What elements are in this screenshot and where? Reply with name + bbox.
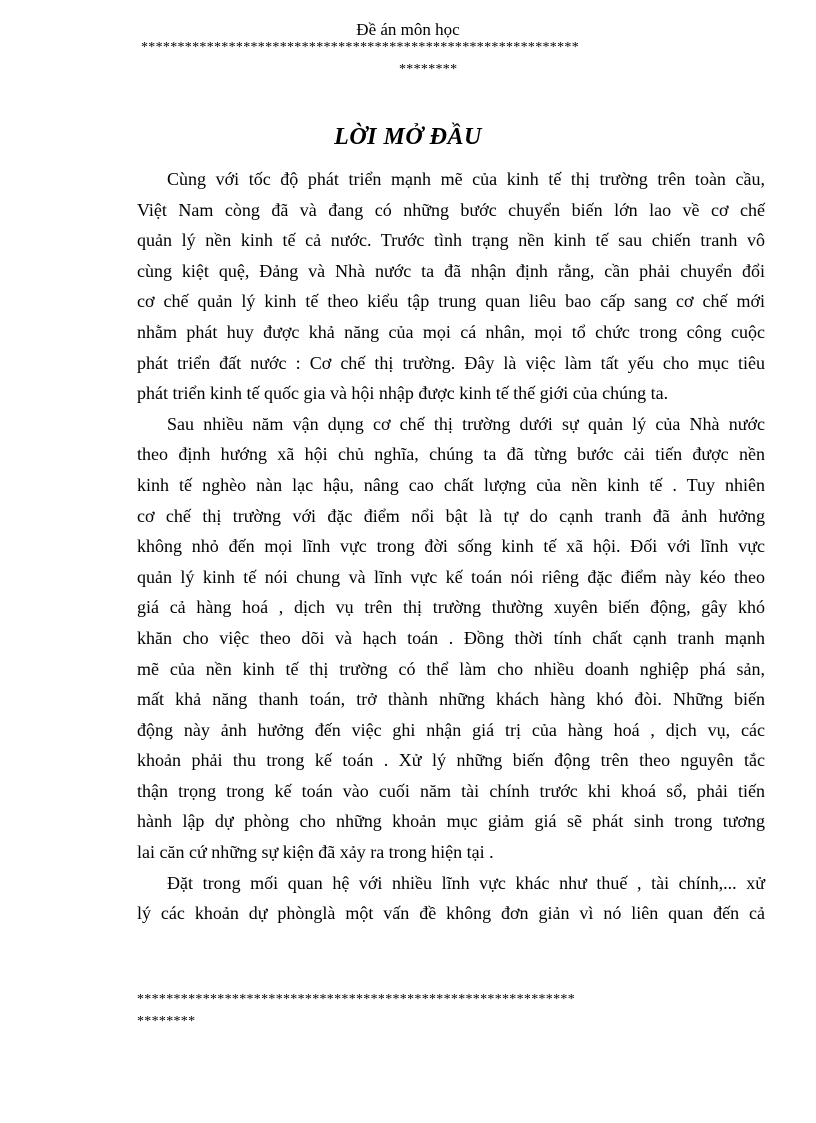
body-line: quản lý nền kinh tế cả nước. Trước tình trạng nền kinh tế sau chiến tranh vô xyxy=(137,230,765,251)
body-line: lý các khoản dự phònglà một vấn đề không đơn giản vì nó liên quan đến cả xyxy=(137,903,765,924)
body-line: Sau nhiều năm vận dụng cơ chế thị trường dưới sự quản lý của Nhà nước xyxy=(167,413,765,434)
body-line: mất khả năng thanh toán, trở thành những khách hàng khó đòi. Những biến xyxy=(137,689,765,710)
body-line: Đặt trong mối quan hệ với nhiều lĩnh vực khác như thuế , tài chính,... xử xyxy=(167,872,765,893)
body-line: cơ chế quản lý kinh tế theo kiểu tập trung quan liêu bao cấp sang cơ chế mới xyxy=(137,291,765,312)
body-line: cùng kiệt quệ, Đảng và Nhà nước ta đã nhận định rằng, cần phải chuyển đổi xyxy=(137,260,765,281)
footer-separator-stars-continued: ******** xyxy=(137,1014,196,1029)
body-line: theo định hướng xã hội chủ nghĩa, chúng ta đã từng bước cải tiến được nền xyxy=(137,444,765,465)
header-separator-stars: ************************************************************ xyxy=(141,40,579,55)
body-line: Việt Nam còng đã và đang có những bước chuyển biến lớn lao về cơ chế xyxy=(137,199,765,220)
body-line: phát triển kinh tế quốc gia và hội nhập được kinh tế thế giới của chúng ta. xyxy=(137,383,669,404)
body-line: cơ chế thị trường với đặc điểm nổi bật là tự do cạnh tranh đã ảnh hưởng xyxy=(137,505,765,526)
body-line: động này ảnh hưởng đến việc ghi nhận giá trị của hàng hoá , dịch vụ, các xyxy=(137,719,765,740)
body-line: kinh tế nghèo nàn lạc hậu, nâng cao chất lượng của nền kinh tế . Tuy nhiên xyxy=(137,474,765,495)
body-line: lai căn cứ những sự kiện đã xảy ra trong hiện tại . xyxy=(137,842,494,863)
body-line: nhằm phát huy được khả năng của mọi cá nhân, mọi tổ chức trong công cuộc xyxy=(137,321,765,342)
body-line: hành lập dự phòng cho những khoản mục giảm giá sẽ phát sinh trong tương xyxy=(137,811,765,832)
body-line: Cùng với tốc độ phát triển mạnh mẽ của kinh tế thị trường trên toàn cầu, xyxy=(167,169,765,189)
document-title: LỜI MỞ ĐẦU xyxy=(334,124,482,150)
body-line: giá cả hàng hoá , dịch vụ trên thị trường thường xuyên biến động, gây khó xyxy=(137,597,765,618)
page-header-title: Đề án môn học xyxy=(356,20,460,39)
header-separator-stars-continued: ******** xyxy=(399,62,458,77)
body-line: khăn cho việc theo dõi và hạch toán . Đồng thời tính chất cạnh tranh mạnh xyxy=(137,627,765,648)
footer-separator-stars: ************************************************************ xyxy=(137,992,575,1007)
body-line: khoản phải thu trong kế toán . Xử lý những biến động trên theo nguyên tắc xyxy=(137,750,765,771)
body-line: thận trọng trong kế toán vào cuối năm tài chính trước khi khoá sổ, phải tiến xyxy=(137,780,765,801)
body-line: không nhỏ đến mọi lĩnh vực trong đời sống kinh tế xã hội. Đối với lĩnh vực xyxy=(137,536,765,557)
body-line: quản lý kinh tế nói chung và lĩnh vực kế toán nói riêng đặc điểm này kéo theo xyxy=(137,566,765,587)
body-line: phát triển đất nước : Cơ chế thị trường. Đây là việc làm tất yếu cho mục tiêu xyxy=(137,352,765,373)
body-line: mẽ của nền kinh tế thị trường có thể làm cho nhiều doanh nghiệp phá sản, xyxy=(137,658,765,679)
document-body xyxy=(137,164,765,929)
